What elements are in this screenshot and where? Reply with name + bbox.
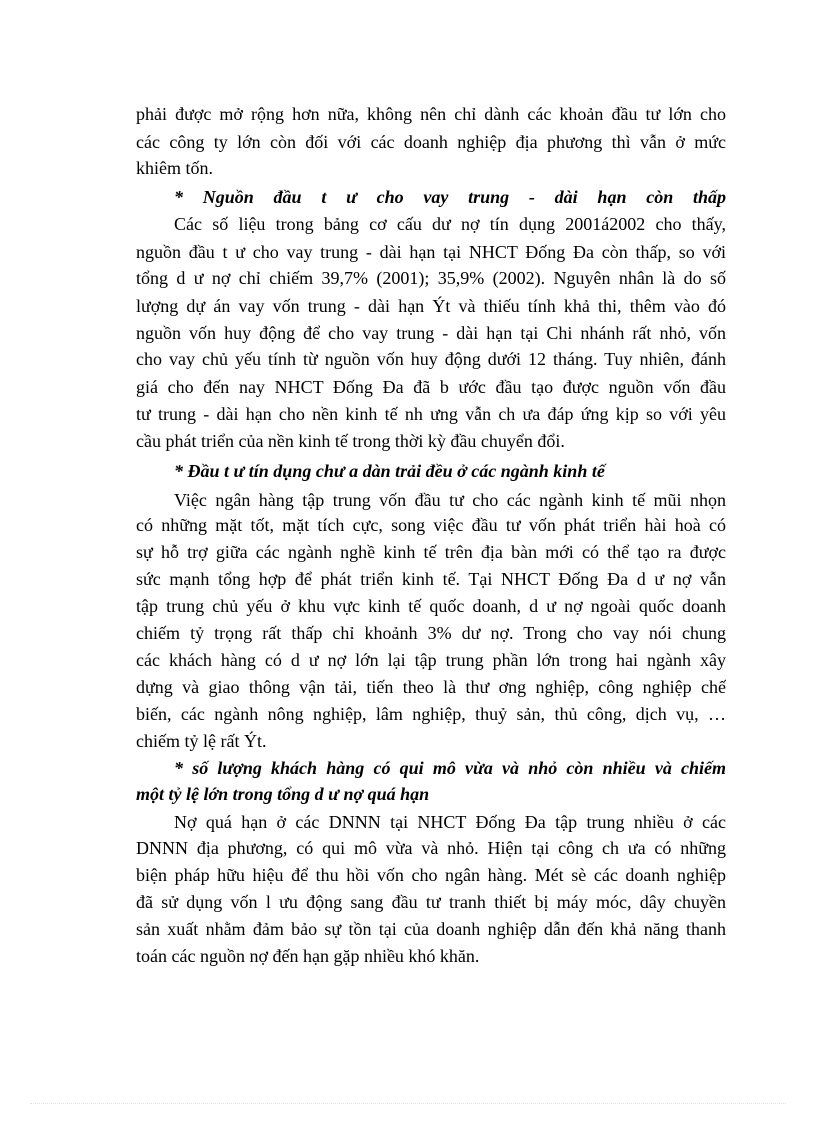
text-line: đã sử dụng vốn l ưu động sang đầu tư tranh thiết bị máy móc, dây chuyền [136,892,726,912]
text-line: các công ty lớn còn đối với các doanh nghiệp địa phương thì vẫn ở mức [136,132,726,152]
text-line: sức mạnh tổng hợp để phát triển kinh tế. Tại NHCT Đống Đa d ư nợ vẫn [136,569,726,589]
text-line: cầu phát triển của nền kinh tế trong thời kỳ đầu chuyển đổi. [136,431,565,451]
text-line: tổng d ư nợ chỉ chiếm 39,7% (2001); 35,9% (2002). Nguyên nhân là do số [136,268,726,288]
text-line: lượng dự án vay vốn trung - dài hạn Ýt và thiếu tính khả thi, thêm vào đó [136,296,726,316]
text-line: sự hỗ trợ giữa các ngành nghề kinh tế trên địa bàn mới có thể tạo ra được [136,542,726,562]
section-heading: * Nguồn đầu t ư cho vay trung - dài hạn còn thấp [174,187,726,207]
text-line: Việc ngân hàng tập trung vốn đầu tư cho các ngành kinh tế mũi nhọn [174,490,726,510]
page-bottom-rule [30,1103,786,1104]
text-line: giá cho đến nay NHCT Đống Đa đã b ước đầu tạo được nguồn vốn đầu [136,377,726,397]
text-line: phải được mở rộng hơn nữa, không nên chỉ dành các khoản đầu tư lớn cho [136,104,726,124]
text-line: DNNN địa phương, có qui mô vừa và nhỏ. Hiện tại công ch ưa có những [136,838,726,858]
text-line: sản xuất nhằm đảm bảo sự tồn tại của doanh nghiệp dẫn đến khả năng thanh [136,919,726,939]
text-line: cho vay chủ yếu tính từ nguồn vốn huy động dưới 12 tháng. Tuy nhiên, đánh [136,349,726,369]
text-line: biện pháp hữu hiệu để thu hồi vốn cho ngân hàng. Mét sè các doanh nghiệp [136,865,726,885]
text-line: Nợ quá hạn ở các DNNN tại NHCT Đống Đa tập trung nhiều ở các [174,812,726,832]
text-line: dựng và giao thông vận tải, tiến theo là thư ơng nghiệp, công nghiệp chế [136,677,726,697]
text-line: biến, các ngành nông nghiệp, lâm nghiệp, thuỷ sản, thủ công, dịch vụ, … [136,704,726,724]
text-line: tập trung chủ yếu ở khu vực kinh tế quốc doanh, d ư nợ ngoài quốc doanh [136,596,726,616]
text-line: nguồn vốn huy động để cho vay trung - dài hạn tại Chi nhánh rất nhỏ, vốn [136,323,726,343]
text-line: chiếm tỷ trọng rất thấp chỉ khoảnh 3% dư nợ. Trong cho vay nói chung [136,623,726,643]
text-line: tư trung - dài hạn cho nền kinh tế nh ưng vẫn ch ưa đáp ứng kịp so với yêu [136,404,726,424]
text-line: toán các nguồn nợ đến hạn gặp nhiều khó khăn. [136,946,480,966]
text-line: có những mặt tốt, mặt tích cực, song việc đầu tư vốn phát triển hài hoà có [136,515,726,535]
text-line: Các số liệu trong bảng cơ cấu dư nợ tín dụng 2001á2002 cho thấy, [174,214,726,234]
section-heading: * Đầu t ư tín dụng chư a dàn trải đều ở các ngành kinh tế [174,461,605,481]
section-heading-continued: một tỷ lệ lớn trong tổng d ư nợ quá hạn [136,784,430,804]
text-line: nguồn đầu t ư cho vay trung - dài hạn tại NHCT Đống Đa còn thấp, so với [136,242,726,262]
text-line: khiêm tốn. [136,158,213,178]
section-heading: * số lượng khách hàng có qui mô vừa và nhỏ còn nhiều và chiếm [174,758,726,778]
text-line: các khách hàng có d ư nợ lớn lại tập trung phần lớn trong hai ngành xây [136,650,726,670]
text-line: chiếm tỷ lệ rất Ýt. [136,731,267,751]
